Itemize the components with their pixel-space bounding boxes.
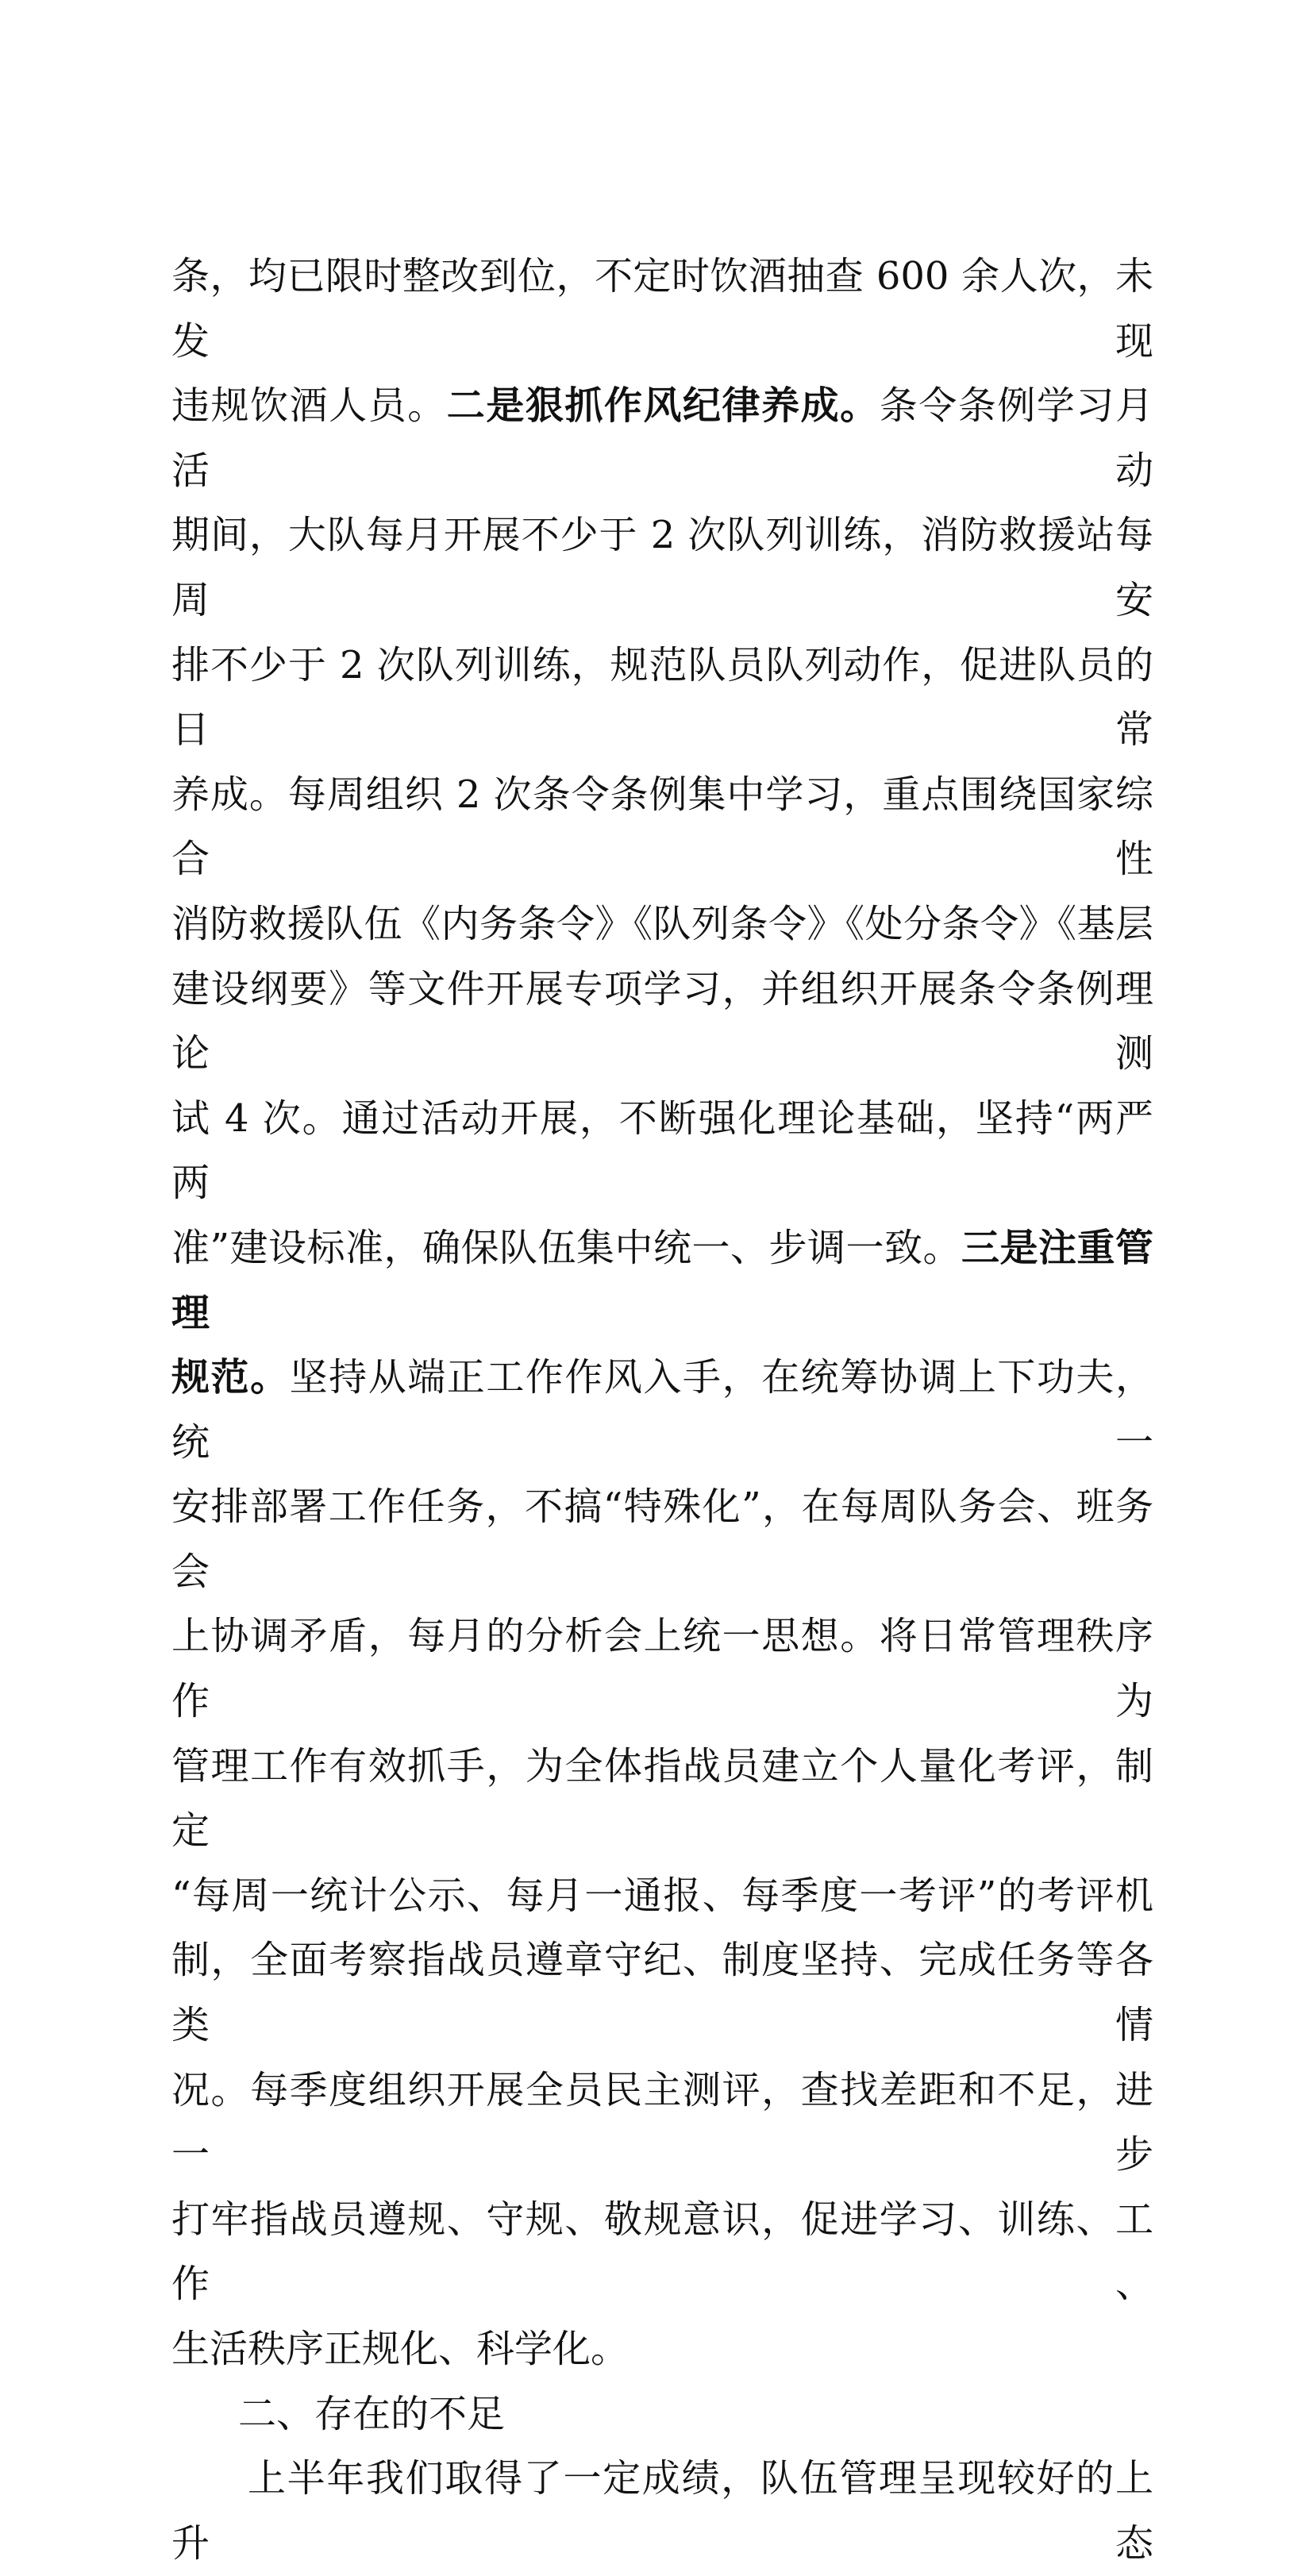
- text-line: [171, 1087, 1153, 1216]
- bold-subheading: 规范。: [171, 1355, 290, 1400]
- text-span: 上协调矛盾，每月的分析会上统一思想。将日常管理秩序作为: [171, 1614, 1153, 1724]
- text-span: 坚持从端正工作作风入手，在统筹协调上下功夫，统一: [171, 1355, 1153, 1465]
- text-line: [171, 245, 1153, 374]
- bold-subheading: 三是注重管理: [171, 1225, 1153, 1335]
- text-span: “每周一统计公示、每月一通报、每季度一考评”的考评机: [171, 1873, 1153, 1918]
- section-heading: 二、存在的不足: [238, 2391, 506, 2436]
- text-line: [171, 892, 1153, 957]
- text-span: 打牢指战员遵规、守规、敬规意识，促进学习、训练、工作、: [171, 2197, 1153, 2307]
- text-line: [171, 503, 1153, 633]
- text-span: 生活秩序正规化、科学化。: [171, 2327, 630, 2371]
- text-line: [171, 1346, 1153, 1475]
- document-body: [171, 245, 1153, 2576]
- text-span: 期间，大队每月开展不少于 2 次队列训练，消防救援站每周安: [171, 513, 1153, 622]
- text-span: 养成。每周组织 2 次条令条例集中学习，重点围绕国家综合性: [171, 772, 1153, 882]
- text-span: 试 4 次。通过活动开展，不断强化理论基础，坚持“两严两: [171, 1095, 1153, 1206]
- text-line: [171, 374, 1153, 503]
- paragraph-shortcomings: [171, 2447, 1153, 2576]
- text-line: [171, 763, 1153, 892]
- text-line: [171, 1928, 1153, 2058]
- text-span: 消防救援队伍《内务条令》《队列条令》《处分条令》《基层: [171, 901, 1153, 946]
- text-span: 准”建设标准，确保队伍集中统一、步调一致。: [171, 1225, 961, 1270]
- text-line: [171, 2058, 1153, 2188]
- text-span: 条令条例学习月活动: [171, 383, 1153, 493]
- text-span: 况。每季度组织开展全员民主测评，查找差距和不足，进一步: [171, 2067, 1153, 2177]
- text-line: [171, 2188, 1153, 2317]
- text-span: 条，均已限时整改到位，不定时饮酒抽查 600 余人次，未发现: [171, 254, 1153, 364]
- text-line: [171, 1475, 1153, 1604]
- text-line: [171, 2447, 1153, 2576]
- text-line: [171, 2317, 1153, 2382]
- text-line: [171, 633, 1153, 763]
- text-span: 排不少于 2 次队列训练，规范队员队列动作，促进队员的日常: [171, 642, 1153, 753]
- text-line: [171, 957, 1153, 1087]
- text-line: [171, 1735, 1153, 1864]
- text-line: [171, 1864, 1153, 1929]
- text-line: [171, 1604, 1153, 1734]
- paragraph-discipline: [171, 245, 1153, 2382]
- text-line: [171, 1216, 1153, 1346]
- text-span: 上半年我们取得了一定成绩，队伍管理呈现较好的上升态: [171, 2456, 1153, 2566]
- text-span: 建设纲要》等文件开展专项学习，并组织开展条令条例理论测: [171, 966, 1153, 1076]
- text-span: 安排部署工作任务，不搞“特殊化”，在每周队务会、班务会: [171, 1484, 1153, 1594]
- text-span: 违规饮酒人员。: [171, 383, 447, 429]
- bold-subheading: 二是狠抓作风纪律养成。: [446, 383, 880, 429]
- text-span: 制，全面考察指战员遵章守纪、制度坚持、完成任务等各类情: [171, 1938, 1153, 2048]
- text-span: 管理工作有效抓手，为全体指战员建立个人量化考评，制定: [171, 1743, 1153, 1854]
